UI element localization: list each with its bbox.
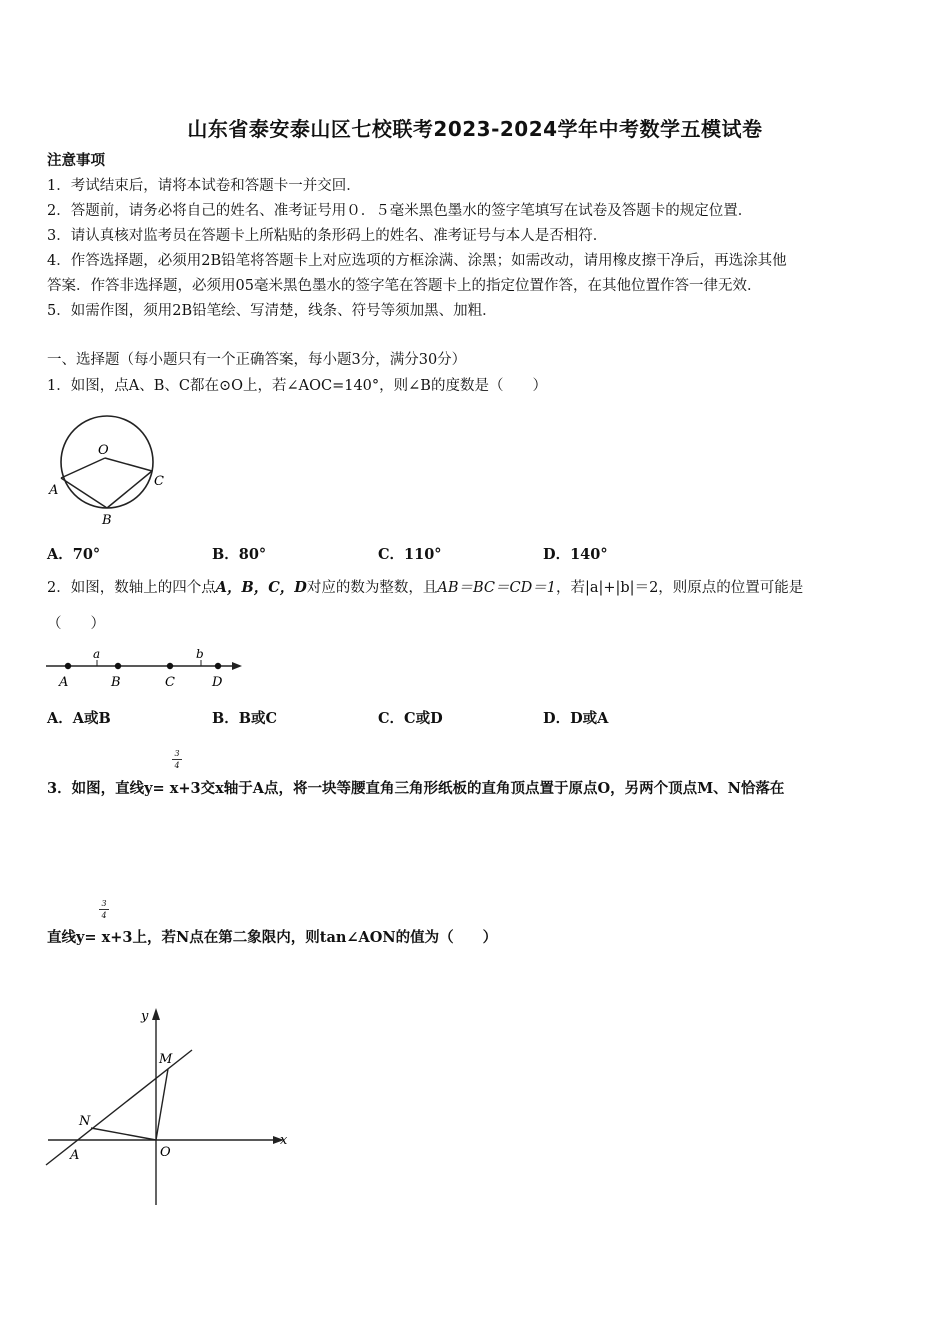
option-a[interactable]: A．70° bbox=[47, 546, 101, 563]
question-3-stem-line2: 直线y= x+3上，若N点在第二象限内，则tan∠AON的值为（ ） bbox=[47, 929, 498, 946]
question-2-figure bbox=[44, 644, 249, 692]
notice-item: 答案．作答非选择题，必须用05毫米黑色墨水的签字笔在答题卡上的指定位置作答，在其他位置作答一律无效． bbox=[47, 278, 762, 294]
frac-numerator: 3 bbox=[174, 749, 180, 758]
option-c[interactable]: C．C或D bbox=[378, 710, 443, 727]
label-y: y bbox=[141, 1009, 149, 1024]
label-a: A bbox=[59, 675, 69, 690]
question-1-stem: 1．如图，点A、B、C都在⊙O上，若∠AOC=140°，则∠B的度数是（ ） bbox=[47, 378, 547, 394]
option-b[interactable]: B．80° bbox=[212, 546, 267, 563]
point-b bbox=[115, 663, 121, 669]
notice-item: 4．作答选择题，必须用2B铅笔将答题卡上对应选项的方框涂满、涂黑；如需改动，请用橡皮擦干净后，再选涂其他 bbox=[47, 253, 787, 269]
stem-text: 对应的数为整数，且 bbox=[306, 580, 438, 596]
label-d: D bbox=[212, 675, 223, 690]
label-a-var: a bbox=[93, 647, 101, 661]
label-n: N bbox=[79, 1114, 91, 1129]
label-a: A bbox=[70, 1148, 80, 1163]
label-c: C bbox=[154, 474, 164, 489]
y-axis-arrow bbox=[152, 1008, 160, 1020]
notice-item: 5．如需作图，须用2B铅笔绘、写清楚，线条、符号等须加黑、加粗． bbox=[47, 303, 497, 319]
notice-heading: 注意事项 bbox=[47, 152, 105, 169]
point-d bbox=[215, 663, 221, 669]
frac-denominator: 4 bbox=[174, 761, 180, 770]
label-o: O bbox=[160, 1145, 171, 1160]
frac-denominator: 4 bbox=[101, 911, 107, 920]
option-c[interactable]: C．110° bbox=[378, 546, 442, 563]
question-2-stem bbox=[47, 578, 803, 598]
segment-oa bbox=[61, 458, 105, 478]
frac-numerator: 3 bbox=[101, 899, 107, 908]
label-m: M bbox=[159, 1052, 173, 1067]
section-heading: 一、选择题（每小题只有一个正确答案，每小题3分，满分30分） bbox=[47, 352, 467, 368]
option-a[interactable]: A．A或B bbox=[47, 710, 111, 727]
option-b[interactable]: B．B或C bbox=[212, 710, 278, 727]
stem-vars: A，B，C，D bbox=[215, 579, 307, 596]
stem-text: ，若|a|+|b|＝2，则原点的位置可能是 bbox=[555, 580, 804, 596]
notice-item: 2．答题前，请务必将自己的姓名、准考证号用０．５毫米黑色墨水的签字笔填写在试卷及答题卡的规定位置． bbox=[47, 203, 753, 219]
option-d[interactable]: D．140° bbox=[543, 546, 608, 563]
question-2-paren: （ ） bbox=[47, 616, 105, 632]
notice-item: 3．请认真核对监考员在答题卡上所粘贴的条形码上的姓名、准考证号与本人是否相符． bbox=[47, 228, 608, 244]
segment-ab bbox=[61, 478, 107, 508]
question-3-figure bbox=[40, 1000, 300, 1210]
stem-text: 2．如图，数轴上的四个点 bbox=[47, 580, 216, 596]
label-b-var: b bbox=[196, 647, 204, 661]
stem-equation: AB＝BC＝CD＝1 bbox=[437, 580, 556, 596]
label-c: C bbox=[165, 675, 175, 690]
point-c bbox=[167, 663, 173, 669]
point-a bbox=[65, 663, 71, 669]
segment-on bbox=[91, 1128, 156, 1140]
question-1-figure bbox=[44, 410, 184, 535]
label-a: A bbox=[49, 483, 59, 498]
label-b: B bbox=[111, 675, 121, 690]
page-title: 山东省泰安泰山区七校联考2023-2024学年中考数学五模试卷 bbox=[187, 117, 763, 141]
fraction-three-quarters bbox=[172, 749, 182, 770]
option-d[interactable]: D．D或A bbox=[543, 710, 609, 727]
label-o: O bbox=[98, 443, 109, 458]
fraction-three-quarters bbox=[99, 899, 109, 920]
arrow-head bbox=[232, 662, 242, 670]
question-3-stem-line1: 3．如图，直线y= x+3交x轴于A点，将一块等腰直角三角形纸板的直角顶点置于原点O，另两个顶点M、N恰落在 bbox=[47, 780, 785, 797]
notice-item: 1．考试结束后，请将本试卷和答题卡一并交回． bbox=[47, 178, 361, 194]
segment-om bbox=[156, 1069, 168, 1140]
circle bbox=[61, 416, 153, 508]
segment-oc bbox=[105, 458, 152, 471]
label-b: B bbox=[102, 513, 112, 528]
label-x: x bbox=[280, 1133, 288, 1148]
